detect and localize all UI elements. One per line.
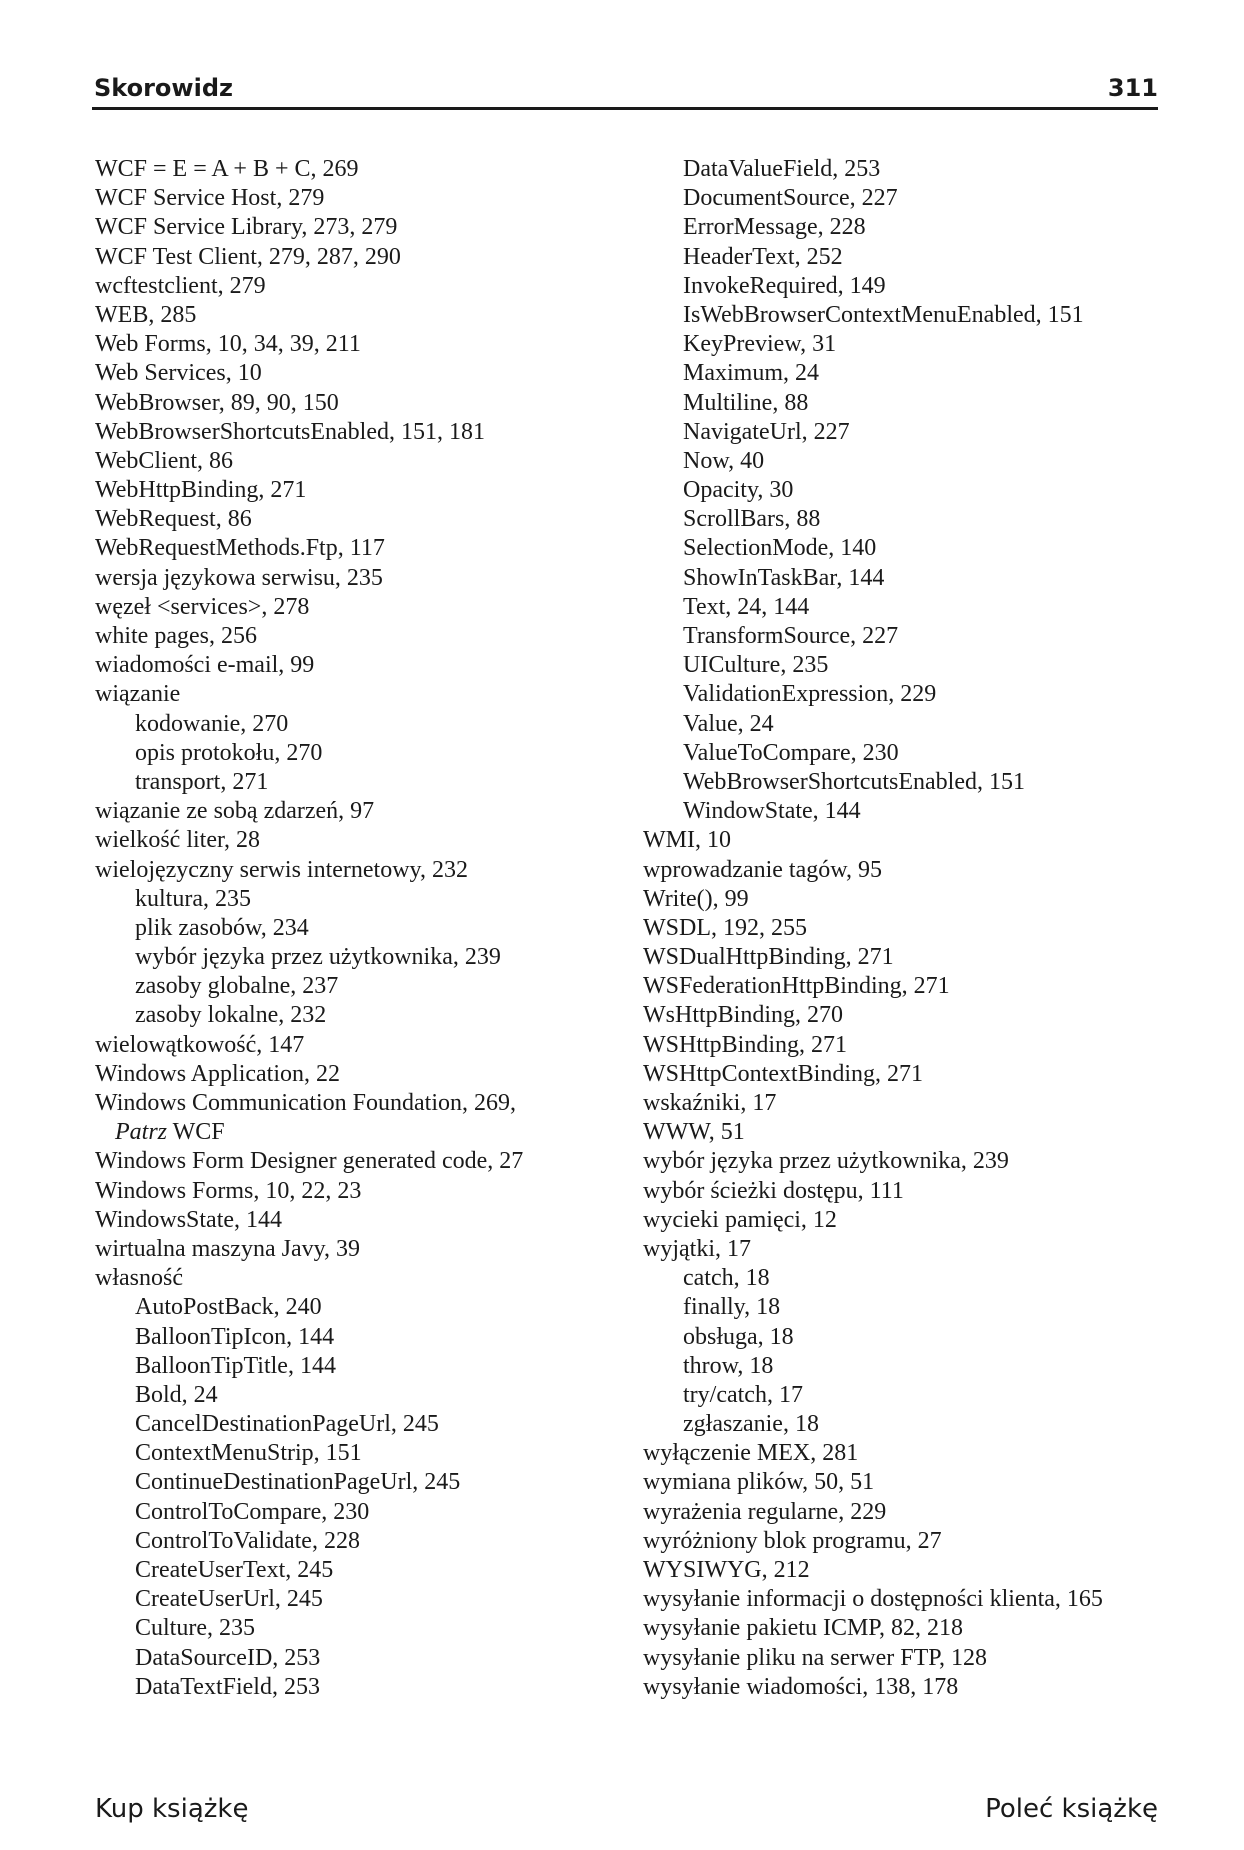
index-entry: white pages, 256 (95, 623, 257, 649)
index-entry-continuation (95, 1118, 655, 1147)
index-entry: wprowadzanie tagów, 95 (643, 856, 883, 883)
index-entry: wirtualna maszyna Javy, 39 (95, 1235, 361, 1262)
index-subentry: WebBrowserShortcutsEnabled, 151 (683, 768, 1025, 795)
index-subentry: zasoby lokalne, 232 (135, 1002, 327, 1029)
index-entry: wysyłanie pakietu ICMP, 82, 218 (643, 1615, 963, 1642)
index-entry: WindowsState, 144 (95, 1206, 283, 1233)
index-subentry: CreateUserText, 245 (135, 1557, 334, 1583)
index-entry: wybór ścieżki dostępu, 111 (643, 1177, 904, 1204)
index-entry: WSFederationHttpBinding, 271 (643, 973, 950, 1000)
index-entry: Windows Forms, 10, 22, 23 (95, 1177, 362, 1204)
index-entry: wycieki pamięci, 12 (643, 1206, 837, 1233)
index-subentry: throw, 18 (683, 1352, 774, 1379)
index-column-right (643, 155, 1183, 1702)
index-subentry: Culture, 235 (135, 1615, 255, 1642)
index-subentry: ValueToCompare, 230 (683, 739, 899, 766)
index-entry: WCF Service Library, 273, 279 (95, 214, 398, 241)
index-entry: Web Forms, 10, 34, 39, 211 (95, 331, 361, 358)
index-entry: Write(), 99 (643, 885, 749, 912)
index-subentry: finally, 18 (683, 1294, 781, 1321)
see-reference-target: WCF (167, 1119, 225, 1146)
index-subentry: SelectionMode, 140 (683, 535, 877, 562)
index-entry: wersja językowa serwisu, 235 (95, 564, 383, 591)
index-subentry: ScrollBars, 88 (683, 506, 821, 533)
page-number: 311 (1107, 74, 1158, 102)
index-entry: WCF Service Host, 279 (95, 185, 325, 212)
index-subentry: NavigateUrl, 227 (683, 418, 850, 445)
index-entry: WYSIWYG, 212 (643, 1557, 810, 1583)
index-subentry: ControlToCompare, 230 (135, 1498, 370, 1525)
index-entry: WebBrowser, 89, 90, 150 (95, 389, 339, 416)
index-subentry: AutoPostBack, 240 (135, 1294, 322, 1321)
index-subentry: Text, 24, 144 (683, 593, 810, 620)
index-subentry: CreateUserUrl, 245 (135, 1586, 323, 1613)
index-entry: WSHttpContextBinding, 271 (643, 1060, 924, 1087)
index-subentry: opis protokołu, 270 (135, 739, 323, 766)
index-subentry: wybór języka przez użytkownika, 239 (135, 944, 501, 971)
index-entry: wiadomości e-mail, 99 (95, 652, 315, 679)
index-entry: WCF = E = A + B + C, 269 (95, 156, 359, 182)
index-entry: wiązanie ze sobą zdarzeń, 97 (95, 798, 375, 825)
index-subentry: ValidationExpression, 229 (683, 681, 937, 708)
index-subentry: TransformSource, 227 (683, 623, 899, 649)
index-subentry: Multiline, 88 (683, 389, 809, 416)
index-entry: WebBrowserShortcutsEnabled, 151, 181 (95, 418, 485, 445)
index-subentry: Maximum, 24 (683, 360, 819, 387)
index-entry: wybór języka przez użytkownika, 239 (643, 1148, 1009, 1175)
index-subentry: InvokeRequired, 149 (683, 272, 886, 299)
index-subentry: transport, 271 (135, 768, 269, 795)
index-entry: WWW, 51 (643, 1119, 745, 1146)
index-subentry: try/catch, 17 (683, 1381, 803, 1408)
index-entry: wysyłanie pliku na serwer FTP, 128 (643, 1644, 987, 1671)
index-subentry: kultura, 235 (135, 885, 251, 912)
index-subentry: kodowanie, 270 (135, 710, 289, 737)
index-entry: WSDL, 192, 255 (643, 914, 807, 941)
index-subentry: zgłaszanie, 18 (683, 1411, 819, 1438)
index-entry: Web Services, 10 (95, 360, 262, 387)
index-entry: WMI, 10 (643, 827, 731, 854)
index-entry: WCF Test Client, 279, 287, 290 (95, 243, 401, 270)
index-entry: wielkość liter, 28 (95, 827, 260, 854)
index-entry: wysyłanie informacji o dostępności klienta, 165 (643, 1586, 1103, 1613)
index-column-left (95, 155, 655, 1702)
index-entry: wymiana plików, 50, 51 (643, 1469, 875, 1496)
index-entry: WSHttpBinding, 271 (643, 1031, 848, 1058)
index-subentry: IsWebBrowserContextMenuEnabled, 151 (683, 301, 1084, 328)
index-entry: wyjątki, 17 (643, 1235, 751, 1262)
recommend-book-link[interactable]: Poleć książkę (985, 1794, 1158, 1824)
index-subentry: BalloonTipIcon, 144 (135, 1323, 335, 1350)
index-entry: WebHttpBinding, 271 (95, 477, 307, 504)
index-entry: własność (95, 1265, 183, 1292)
index-subentry: Now, 40 (683, 447, 765, 474)
index-entry: wcftestclient, 279 (95, 272, 266, 299)
index-entry: wyrażenia regularne, 229 (643, 1498, 887, 1525)
index-entry: Windows Communication Foundation, 269, (95, 1090, 517, 1116)
index-subentry: ContextMenuStrip, 151 (135, 1440, 362, 1467)
index-entry: WsHttpBinding, 270 (643, 1002, 844, 1029)
index-subentry: BalloonTipTitle, 144 (135, 1352, 336, 1379)
index-subentry: Value, 24 (683, 710, 774, 737)
index-entry: wysyłanie wiadomości, 138, 178 (643, 1673, 959, 1700)
index-subentry: DocumentSource, 227 (683, 185, 898, 212)
index-entry: WebClient, 86 (95, 447, 234, 474)
see-reference-label: Patrz (115, 1119, 168, 1146)
index-entry: Windows Application, 22 (95, 1060, 341, 1087)
index-subentry: UICulture, 235 (683, 652, 829, 679)
index-subentry: Bold, 24 (135, 1381, 218, 1408)
index-entry: WebRequestMethods.Ftp, 117 (95, 535, 385, 562)
index-subentry: ShowInTaskBar, 144 (683, 564, 885, 591)
buy-book-link[interactable]: Kup książkę (95, 1794, 249, 1824)
index-entry: Windows Form Designer generated code, 27 (95, 1148, 524, 1175)
index-entry: wielowątkowość, 147 (95, 1031, 305, 1058)
index-subentry: CancelDestinationPageUrl, 245 (135, 1411, 439, 1438)
index-subentry: zasoby globalne, 237 (135, 973, 339, 1000)
index-entry: wiązanie (95, 681, 181, 708)
index-subentry: ControlToValidate, 228 (135, 1527, 360, 1554)
index-subentry: ContinueDestinationPageUrl, 245 (135, 1469, 461, 1496)
section-title: Skorowidz (94, 74, 233, 102)
index-subentry: plik zasobów, 234 (135, 914, 309, 941)
index-entry: węzeł <services>, 278 (95, 593, 310, 620)
index-subentry: Opacity, 30 (683, 477, 794, 504)
index-entry: wielojęzyczny serwis internetowy, 232 (95, 856, 468, 883)
index-subentry: HeaderText, 252 (683, 243, 843, 270)
index-subentry: DataTextField, 253 (135, 1673, 320, 1700)
index-subentry: DataValueField, 253 (683, 156, 881, 182)
index-subentry: catch, 18 (683, 1265, 770, 1292)
index-subentry: obsługa, 18 (683, 1323, 794, 1350)
index-subentry: WindowState, 144 (683, 798, 861, 825)
index-entry: wskaźniki, 17 (643, 1090, 777, 1116)
running-header (92, 66, 1158, 110)
index-subentry: DataSourceID, 253 (135, 1644, 321, 1671)
index-entry: WSDualHttpBinding, 271 (643, 944, 894, 971)
index-entry: wyróżniony blok programu, 27 (643, 1527, 942, 1554)
index-entry: WebRequest, 86 (95, 506, 252, 533)
index-subentry: ErrorMessage, 228 (683, 214, 866, 241)
index-entry: WEB, 285 (95, 301, 197, 328)
index-subentry: KeyPreview, 31 (683, 331, 837, 358)
index-entry: wyłączenie MEX, 281 (643, 1440, 859, 1467)
